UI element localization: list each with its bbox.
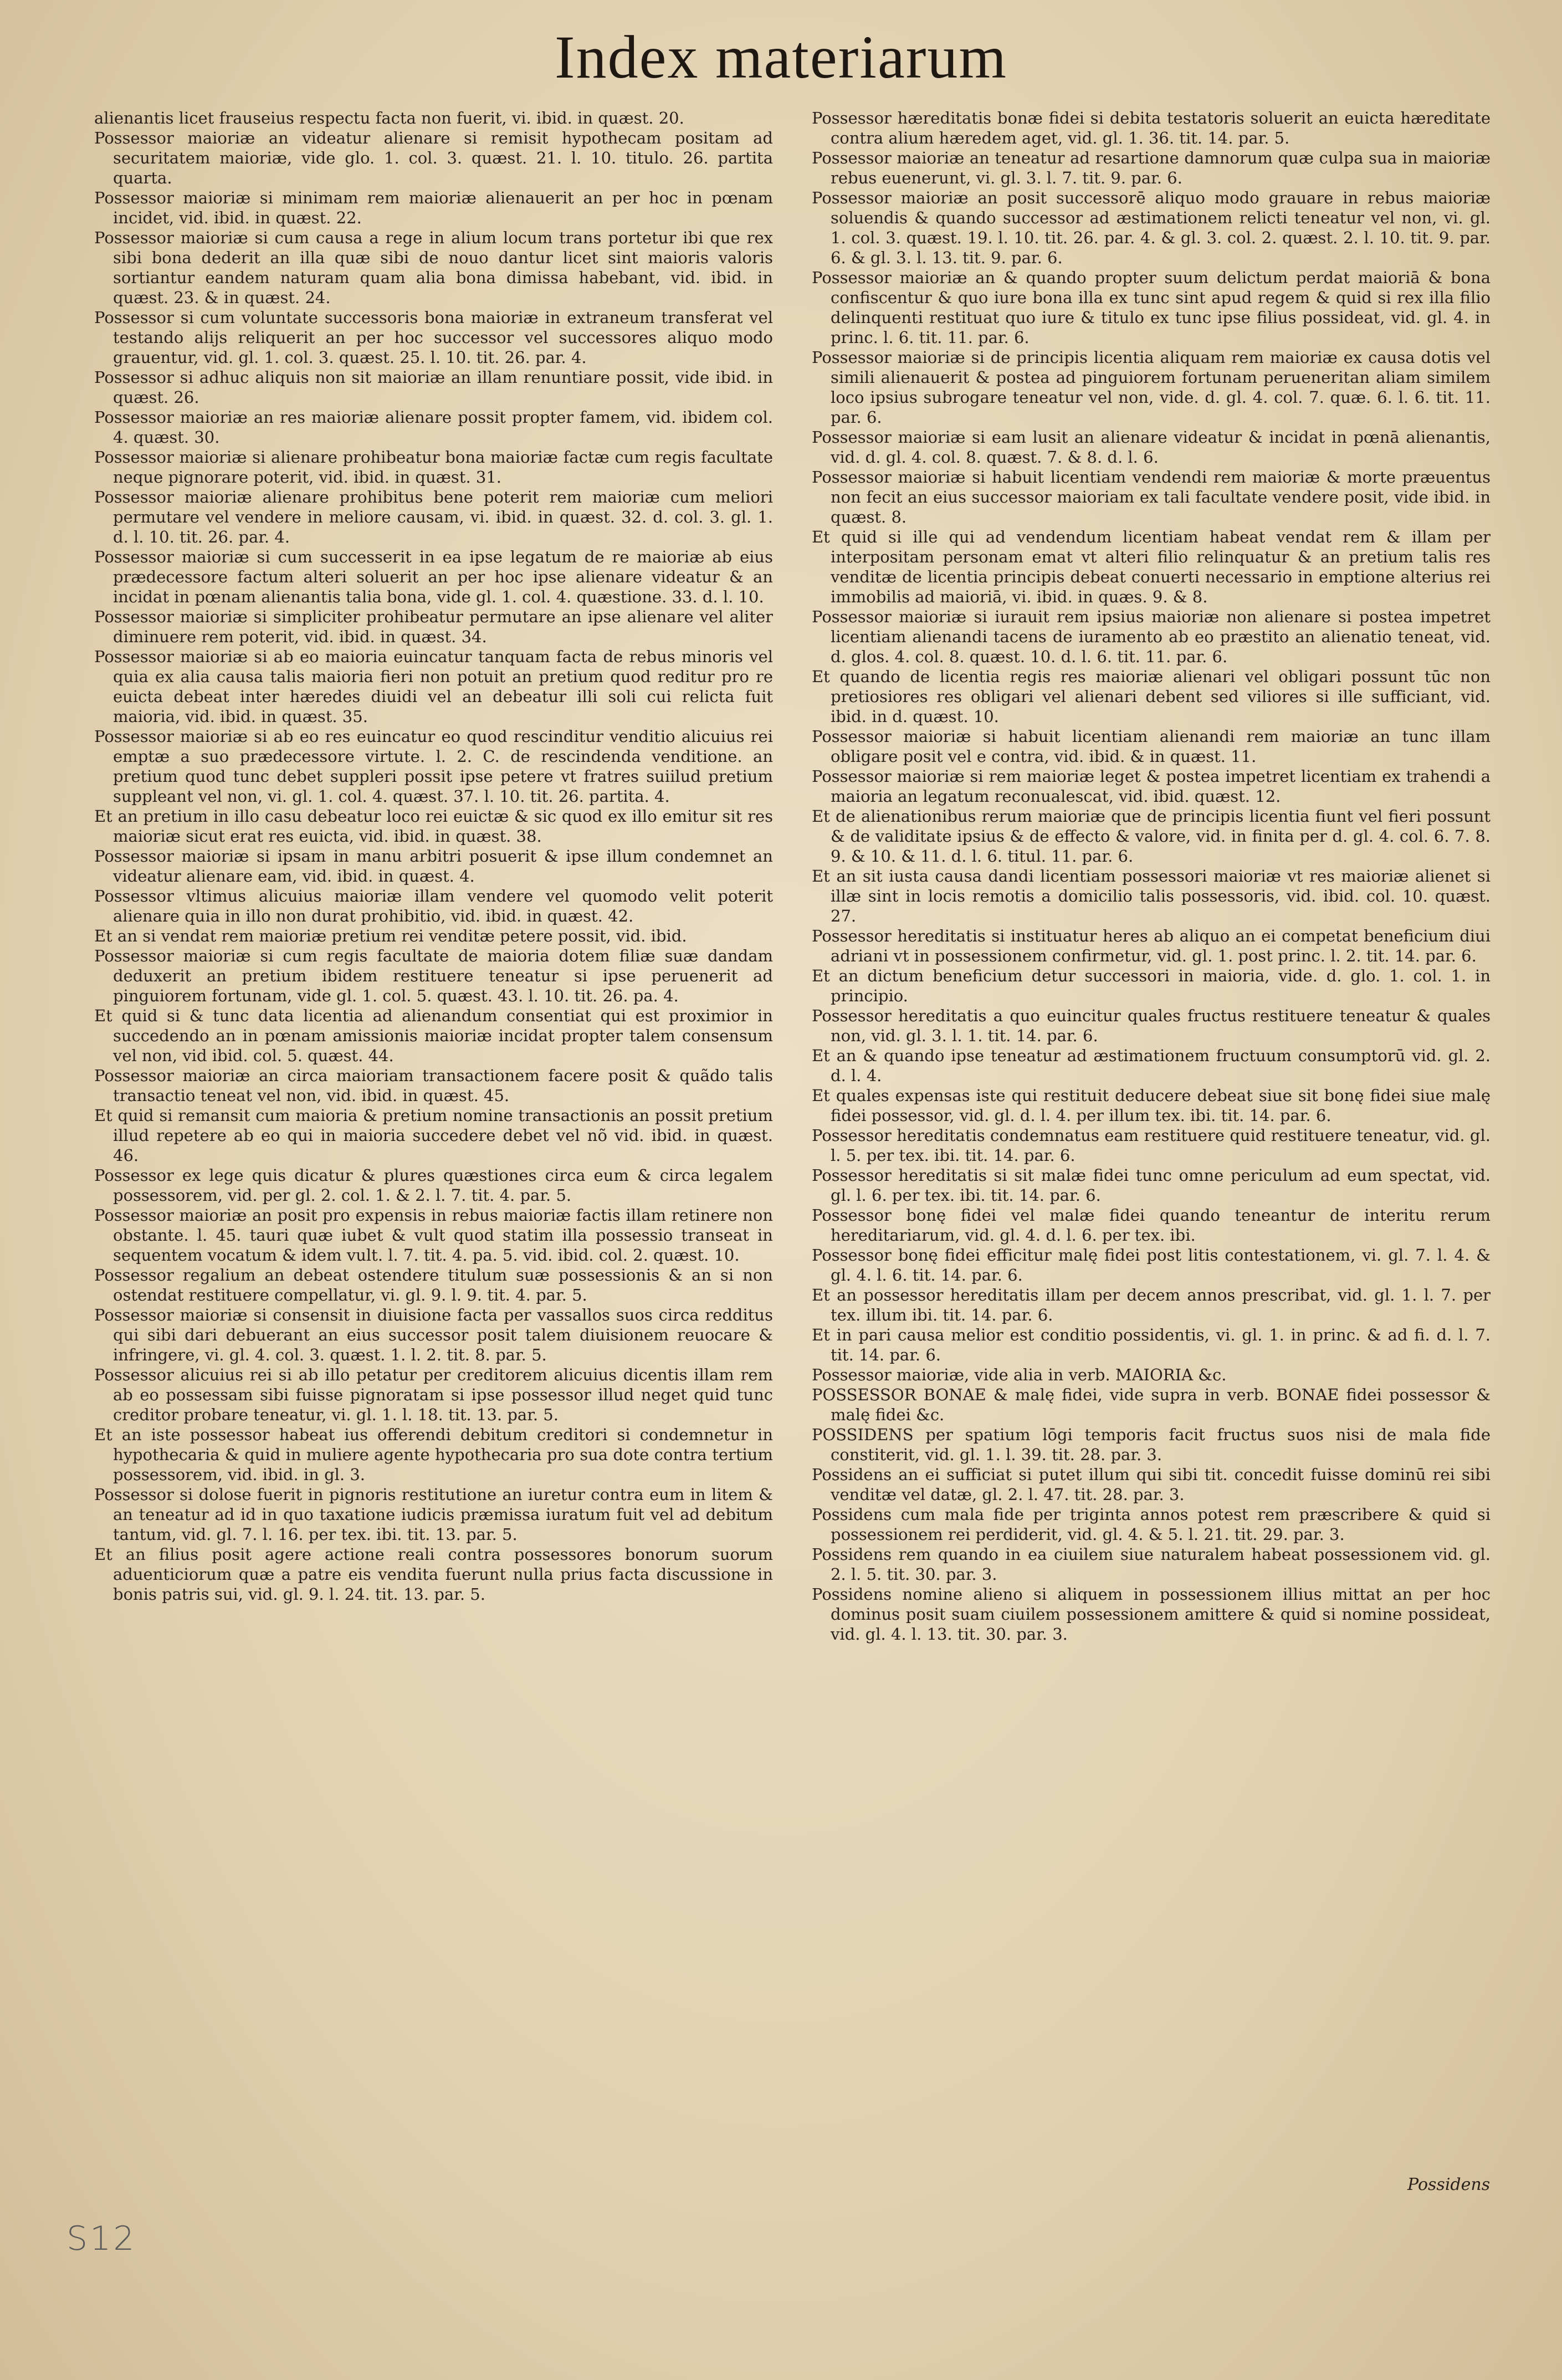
- index-entry: POSSIDENS per spatium lōgi temporis facit fructus suos nisi de mala fide constiterit, vid. gl. 1. l. 39. tit. 28. par. 3.: [812, 1425, 1491, 1464]
- index-entry: Possessor bonę fidei efficitur malę fidei post litis contestationem, vi. gl. 7. l. 4. & gl. 4. l. 6. tit. 14. par. 6.: [812, 1246, 1491, 1284]
- index-entry: Possessor maioriæ si ab eo maioria euincatur tanquam facta de rebus minoris vel quia ex alia causa talis maioria fieri non potuit an pretium quod reditur pro re euicta debeat inter hæredes diuidi vel an debeatur illi soli cui relicta fuit maioria, vid. ibid. in quæst. 35.: [94, 647, 773, 726]
- index-entry: Et quales expensas iste qui restituit deducere debeat siue sit bonę fidei siue malę fidei possessor, vid. gl. d. l. 4. per illum tex. ibi. tit. 14. par. 6.: [812, 1086, 1491, 1125]
- index-entry: Possessor maioriæ an posit successorē aliquo modo grauare in rebus maioriæ soluendis & quando successor ad æstimationem relicti teneatur vel non, vi. gl. 1. col. 3. quæst. 19. l. 10. tit. 26. par. 4. & gl. 3. col. 2. quæst. 2. l. 10. tit. 9. par. 6. & gl. 3. l. 13. tit. 9. par. 6.: [812, 188, 1491, 267]
- index-entry: Possessor regalium an debeat ostendere titulum suæ possessionis & an si non ostendat restituere compellatur, vi. gl. 9. l. 9. tit. 4. par. 5.: [94, 1266, 773, 1304]
- running-head: Index materiarum: [555, 23, 1007, 91]
- index-entry: Possessor hereditatis si sit malæ fidei tunc omne periculum ad eum spectat, vid. gl. l. 6. per tex. ibi. tit. 14. par. 6.: [812, 1166, 1491, 1205]
- index-entry: Possessor bonę fidei vel malæ fidei quando teneantur de interitu rerum hereditariarum, vid. gl. 4. d. l. 6. per tex. ibi.: [812, 1206, 1491, 1245]
- index-entry: Possessor maioriæ an teneatur ad resartione damnorum quæ culpa sua in maioriæ rebus euenerunt, vi. gl. 3. l. 7. tit. 9. par. 6.: [812, 149, 1491, 187]
- index-entry: Possidens cum mala fide per triginta annos potest rem præscribere & quid si possessionem rei perdiderit, vid. gl. 4. & 5. l. 21. tit. 29. par. 3.: [812, 1505, 1491, 1544]
- index-entry: Possessor maioriæ si cum successerit in ea ipse legatum de re maioriæ ab eius prædecessore factum alteri soluerit an per hoc ipse alienare videatur & an incidat in pœnam alienantis talia bona, vide gl. 1. col. 4. quæstione. 33. d. l. 10.: [94, 547, 773, 606]
- index-entry: Possessor maioriæ an videatur alienare si remisit hypothecam positam ad securitatem maioriæ, vide glo. 1. col. 3. quæst. 21. l. 10. titulo. 26. partita quarta.: [94, 129, 773, 187]
- index-entry: Possessor si adhuc aliquis non sit maioriæ an illam renuntiare possit, vide ibid. in quæst. 26.: [94, 368, 773, 407]
- index-entry: Possessor maioriæ si consensit in diuisione facta per vassallos suos circa redditus qui sibi dari debuerant an eius successor posit talem diuisionem reuocare & infringere, vi. gl. 4. col. 3. quæst. 1. l. 2. tit. 8. par. 5.: [94, 1306, 773, 1364]
- index-entry: Possessor maioriæ an res maioriæ alienare possit propter famem, vid. ibidem col. 4. quæst. 30.: [94, 408, 773, 447]
- left-column: [94, 108, 773, 2158]
- index-entry: Possessor maioriæ si simpliciter prohibeatur permutare an ipse alienare vel aliter diminuere rem poterit, vid. ibid. in quæst. 34.: [94, 607, 773, 646]
- index-entry: Possessor maioriæ si ipsam in manu arbitri posuerit & ipse illum condemnet an videatur alienare eam, vid. ibid. in quæst. 4.: [94, 847, 773, 886]
- index-entry: Et an si vendat rem maioriæ pretium rei venditæ petere possit, vid. ibid.: [94, 927, 687, 945]
- index-entry: Et an possessor hereditatis illam per decem annos prescribat, vid. gl. 1. l. 7. per tex. illum ibi. tit. 14. par. 6.: [812, 1286, 1491, 1324]
- index-entry: Possessor maioriæ alienare prohibitus bene poterit rem maioriæ cum meliori permutare vel vendere in meliore causam, vi. ibid. in quæst. 32. d. col. 3. gl. 1. d. l. 10. tit. 26. par. 4.: [94, 488, 773, 546]
- manuscript-note: S12: [66, 2219, 137, 2258]
- index-columns: [94, 108, 1491, 2158]
- index-entry: Et quando de licentia regis res maioriæ alienari vel obligari possunt tūc non pretiosiores res obligari vel alienari debent sed viliores si ille sufficiant, vid. ibid. in d. quæst. 10.: [812, 667, 1491, 726]
- index-entry: Possessor vltimus alicuius maioriæ illam vendere vel quomodo velit poterit alienare quia in illo non durat prohibitio, vid. ibid. in quæst. 42.: [94, 887, 773, 925]
- index-entry: Possessor hæreditatis bonæ fidei si debita testatoris soluerit an euicta hæreditate contra alium hæredem aget, vid. gl. 1. 36. tit. 14. par. 5.: [812, 109, 1491, 147]
- index-entry: Possessor ex lege quis dicatur & plures quæstiones circa eum & circa legalem possessorem, vid. per gl. 2. col. 1. & 2. l. 7. tit. 4. par. 5.: [94, 1166, 773, 1205]
- index-entry: Possessor maioriæ si habuit licentiam alienandi rem maioriæ an tunc illam obligare posit vel e contra, vid. ibid. & in quæst. 11.: [812, 727, 1491, 766]
- index-entry: Et quid si remansit cum maioria & pretium nomine transactionis an possit pretium illud repetere ab eo qui in maioria succedere debet vel nõ vid. ibid. in quæst. 46.: [94, 1106, 773, 1165]
- index-entry: Possidens an ei sufficiat si putet illum qui sibi tit. concedit fuisse dominū rei sibi venditæ vel datæ, gl. 2. l. 47. tit. 28. par. 3.: [812, 1465, 1491, 1504]
- index-entry: Et de alienationibus rerum maioriæ que de principis licentia fiunt vel fieri possunt & de validitate ipsius & de effecto & valore, vid. in finita per d. gl. 4. col. 6. 7. 8. 9. & 10. & 11. d. l. 6. titul. 11. par. 6.: [812, 807, 1491, 866]
- index-entry: Et quid si ille qui ad vendendum licentiam habeat vendat rem & illam per interpositam personam emat vt alteri filio relinquatur & an pretium talis res venditæ de licentia principis debeat conuerti necessario in emptione alterius rei immobilis ad maioriā, vi. ibid. in quæs. 9. & 8.: [812, 528, 1491, 606]
- index-entry: Possessor hereditatis condemnatus eam restituere quid restituere teneatur, vid. gl. l. 5. per tex. ibi. tit. 14. par. 6.: [812, 1126, 1491, 1165]
- index-entry: Possessor maioriæ si de principis licentia aliquam rem maioriæ ex causa dotis vel simili alienauerit & postea ad pinguiorem fortunam perueneritan aliam similem loco ipsius subrogare teneatur vel non, vide. d. gl. 4. col. 7. quæ. 6. l. 6. tit. 11. par. 6.: [812, 348, 1491, 427]
- index-entry: alienantis licet frauseius respectu facta non fuerit, vi. ibid. in quæst. 20.: [94, 109, 684, 127]
- index-entry: Possessor alicuius rei si ab illo petatur per creditorem alicuius dicentis illam rem ab eo possessam sibi fuisse pignoratam si ipse possessor illud neget quid tunc creditor probare teneatur, vi. gl. 1. l. 18. tit. 13. par. 5.: [94, 1365, 773, 1424]
- index-entry: Possidens rem quando in ea ciuilem siue naturalem habeat possessionem vid. gl. 2. l. 5. tit. 30. par. 3.: [812, 1545, 1491, 1584]
- index-entry: Possessor maioriæ, vide alia in verb. MAIORIA &c.: [812, 1365, 1227, 1384]
- index-entry: Possessor si dolose fuerit in pignoris restitutione an iuretur contra eum in litem & an teneatur ad id in quo taxatione iudicis præmissa iuratum fuit vel ad debitum tantum, vid. gl. 7. l. 16. per tex. ibi. tit. 13. par. 5.: [94, 1485, 773, 1544]
- index-entry: Et an dictum beneficium detur successori in maioria, vide. d. glo. 1. col. 1. in principio.: [812, 966, 1491, 1005]
- index-entry: Possessor maioriæ an circa maioriam transactionem facere posit & quãdo talis transactio teneat vel non, vid. ibid. in quæst. 45.: [94, 1066, 773, 1105]
- index-entry: Possidens nomine alieno si aliquem in possessionem illius mittat an per hoc dominus posit suam ciuilem possessionem amittere & quid si nomine possideat, vid. gl. 4. l. 13. tit. 30. par. 3.: [812, 1585, 1491, 1644]
- index-entry: Et an filius posit agere actione reali contra possessores bonorum suorum aduenticiorum quæ a patre eis vendita fuerunt nulla prius facta discussione in bonis patris sui, vid. gl. 9. l. 24. tit. 13. par. 5.: [94, 1545, 773, 1604]
- index-entry: Possessor maioriæ an & quando propter suum delictum perdat maioriā & bona confiscentur & quo iure bona illa ex tunc sint apud regem & quid si rex illa filio delinquenti restituat quo iure & titulo ex tunc ipse filius possideat, vid. gl. 4. in princ. l. 6. tit. 11. par. 6.: [812, 268, 1491, 347]
- index-entry: Et an iste possessor habeat ius offerendi debitum creditori si condemnetur in hypothecaria & quid in muliere agente hypothecaria pro sua dote contra tertium possessorem, vid. ibid. in gl. 3.: [94, 1425, 773, 1484]
- index-entry: Et in pari causa melior est conditio possidentis, vi. gl. 1. in princ. & ad fi. d. l. 7. tit. 14. par. 6.: [812, 1325, 1491, 1364]
- index-entry: Possessor maioriæ si eam lusit an alienare videatur & incidat in pœnā alienantis, vid. d. gl. 4. col. 8. quæst. 7. & 8. d. l. 6.: [812, 428, 1491, 467]
- index-entry: Possessor maioriæ si alienare prohibeatur bona maioriæ factæ cum regis facultate neque pignorare poterit, vid. ibid. in quæst. 31.: [94, 448, 773, 487]
- index-entry: Et an sit iusta causa dandi licentiam possessori maioriæ vt res maioriæ alienet si illæ sint in locis remotis a domicilio talis possessoris, vid. ibid. col. 10. quæst. 27.: [812, 867, 1491, 925]
- index-entry: Possessor maioriæ si rem maioriæ leget & postea impetret licentiam ex trahendi a maioria an legatum reconualescat, vid. ibid. quæst. 12.: [812, 767, 1491, 806]
- index-entry: Possessor maioriæ si iurauit rem ipsius maioriæ non alienare si postea impetret licentiam alienandi tacens de iuramento ab eo præstito an alienatio teneat, vid. d. glos. 4. col. 8. quæst. 10. d. l. 6. tit. 11. par. 6.: [812, 607, 1491, 666]
- index-entry: Possessor si cum voluntate successoris bona maioriæ in extraneum transferat vel testando alijs reliquerit an per hoc successor vel successores aliquo modo grauentur, vid. gl. 1. col. 3. quæst. 25. l. 10. tit. 26. par. 4.: [94, 308, 773, 367]
- index-entry: Possessor hereditatis si instituatur heres ab aliquo an ei competat beneficium diui adriani vt in possessionem confirmetur, vid. gl. 1. post princ. l. 2. tit. 14. par. 6.: [812, 927, 1491, 965]
- index-entry: Et an & quando ipse teneatur ad æstimationem fructuum consumptorū vid. gl. 2. d. l. 4.: [812, 1046, 1491, 1085]
- index-entry: Possessor maioriæ si cum regis facultate de maioria dotem filiæ suæ dandam deduxerit an pretium ibidem restituere teneatur si ipse peruenerit ad pinguiorem fortunam, vide gl. 1. col. 5. quæst. 43. l. 10. tit. 26. pa. 4.: [94, 946, 773, 1005]
- index-entry: Et an pretium in illo casu debeatur loco rei euictæ & sic quod ex illo emitur sit res maioriæ sicut erat res euicta, vid. ibid. in quæst. 38.: [94, 807, 773, 846]
- index-entry: Possessor maioriæ an posit pro expensis in rebus maioriæ factis illam retinere non obstante. l. 45. tauri quæ iubet & vult quod statim illa possessio transeat in sequentem vocatum & idem vult. l. 7. tit. 4. pa. 5. vid. ibid. col. 2. quæst. 10.: [94, 1206, 773, 1265]
- index-entry: Possessor maioriæ si ab eo res euincatur eo quod rescinditur venditio alicuius rei emptæ a suo prædecessore virtute. l. 2. C. de rescindenda venditione. an pretium quod tunc debet suppleri possit ipse petere vt fratres suiilud pretium suppleant vel non, vi. gl. 1. col. 4. quæst. 37. l. 10. tit. 26. partita. 4.: [94, 727, 773, 806]
- catchword: Possidens: [1407, 2175, 1491, 2194]
- index-entry: Et quid si & tunc data licentia ad alienandum consentiat qui est proximior in succedendo an in pœnam amissionis maioriæ incidat propter talem consensum vel non, vid ibid. col. 5. quæst. 44.: [94, 1006, 773, 1065]
- index-entry: Possessor maioriæ si minimam rem maioriæ alienauerit an per hoc in pœnam incidet, vid. ibid. in quæst. 22.: [94, 188, 773, 227]
- index-entry: Possessor maioriæ si habuit licentiam vendendi rem maioriæ & morte præuentus non fecit an eius successor maioriam ex tali facultate vendere posit, vide ibid. in quæst. 8.: [812, 468, 1491, 526]
- index-entry: Possessor maioriæ si cum causa a rege in alium locum trans portetur ibi que rex sibi bona dederit an illa quæ sibi de nouo dantur licet sint maioris valoris sortiantur eandem naturam quam alia bona dimissa habebant, vid. ibid. in quæst. 23. & in quæst. 24.: [94, 228, 773, 307]
- index-entry: POSSESSOR BONAE & malę fidei, vide supra in verb. BONAE fidei possessor & malę fidei &c.: [812, 1385, 1491, 1424]
- index-entry: Possessor hereditatis a quo euincitur quales fructus restituere teneatur & quales non, vid. gl. 3. l. 1. tit. 14. par. 6.: [812, 1006, 1491, 1045]
- right-column: [812, 108, 1491, 2158]
